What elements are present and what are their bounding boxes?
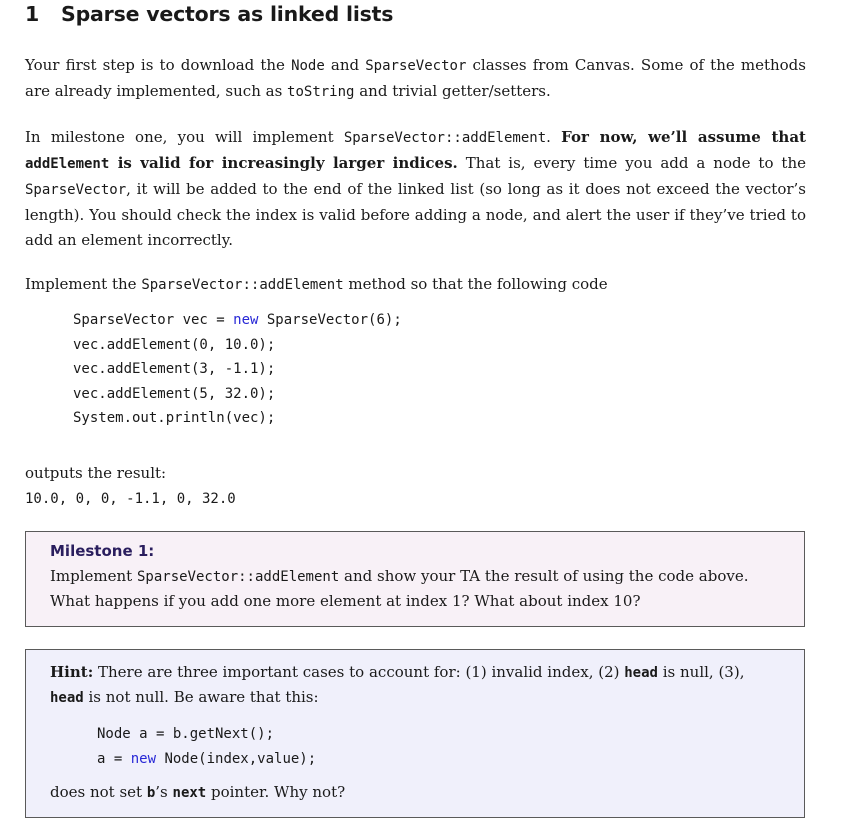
hint-text: does not set: [50, 783, 147, 801]
paragraph-text: Implement the: [25, 275, 142, 293]
code-line: vec.addElement(5, 32.0);: [73, 385, 276, 402]
section-number: 1: [25, 2, 40, 26]
implement-paragraph: [25, 272, 806, 298]
code-line: vec.addElement(3, -1.1);: [73, 361, 276, 377]
section-heading: [25, 2, 393, 26]
hint-text: is not null. Be aware that this:: [83, 688, 319, 706]
code-line: vec.addElement(0, 10.0);: [73, 336, 276, 353]
code-node: Node: [291, 58, 325, 74]
intro-text: and: [324, 56, 366, 74]
milestone-line-1: [50, 567, 749, 585]
milestone-text: Implement: [50, 567, 137, 585]
hint-text: There are three important cases to account for: (1) invalid index, (2): [93, 663, 625, 681]
milestone-line-2: What happens if you add one more element at index 1? What about index 10?: [50, 592, 641, 610]
code-line: [73, 308, 402, 333]
milestone-text: and show your TA the result of using the code above.: [339, 567, 749, 585]
intro-paragraph: [25, 53, 806, 105]
code-addelement: SparseVector::addElement: [343, 130, 547, 146]
hint-line-1: [50, 663, 744, 681]
hint-title: Hint:: [50, 663, 94, 681]
paragraph-text: , it will be added to the end of the linked list (so long as it does not exceed the vector’s length). You should check the index is valid before adding a node, and alert the user if they’ve tried to add an element incorrectly.: [25, 180, 806, 249]
intro-text: and trivial getter/setters.: [354, 82, 551, 100]
code-text: Node(index,value);: [156, 750, 317, 767]
code-tostring: toString: [287, 84, 355, 100]
code-text: a =: [97, 750, 131, 767]
code-sparsevector: SparseVector: [365, 58, 467, 74]
paragraph-text: .: [546, 128, 562, 146]
code-sparsevector: SparseVector: [25, 182, 127, 198]
bold-text: For now, we’ll assume that: [561, 128, 806, 146]
hint-line-2: [50, 688, 319, 706]
code-b: b: [146, 785, 156, 801]
code-line: [97, 747, 316, 772]
code-head: head: [50, 690, 84, 706]
hint-box: [25, 649, 805, 818]
milestone-box: [25, 531, 805, 627]
hint-text: is null, (3),: [657, 663, 745, 681]
code-addelement: SparseVector::addElement: [136, 569, 340, 585]
code-head: head: [624, 665, 658, 681]
keyword-new: new: [130, 750, 157, 767]
paragraph-text: That is, every time you add a node to the: [457, 154, 806, 172]
code-line: System.out.println(vec);: [73, 410, 276, 426]
bold-text: is valid for increasingly larger indices.: [109, 154, 458, 172]
hint-text: pointer. Why not?: [206, 783, 346, 801]
output-value: 10.0, 0, 0, -1.1, 0, 32.0: [25, 491, 236, 507]
code-next: next: [172, 785, 207, 801]
keyword-new: new: [233, 312, 259, 328]
milestone-title: Milestone 1:: [50, 542, 155, 560]
code-addelement: SparseVector::addElement: [141, 277, 344, 293]
hint-code-block: [97, 722, 316, 771]
section-title: Sparse vectors as linked lists: [61, 2, 394, 26]
code-text: SparseVector(6);: [258, 312, 402, 328]
hint-line-3: [50, 783, 345, 801]
bold-code-addelement: addElement: [25, 156, 110, 172]
code-text: SparseVector vec =: [73, 312, 234, 328]
intro-text: classes from Canvas. Some of the methods are already implemented, such as: [25, 56, 806, 100]
paragraph-text: In milestone one, you will implement: [25, 128, 344, 146]
code-block: [73, 308, 402, 431]
intro-text: Your first step is to download the: [25, 56, 292, 74]
outputs-label: outputs the result:: [25, 464, 167, 482]
hint-text: ’s: [155, 783, 173, 801]
milestone-intro-paragraph: [25, 125, 806, 253]
code-line: Node a = b.getNext();: [97, 726, 275, 742]
paragraph-text: method so that the following code: [343, 275, 608, 293]
